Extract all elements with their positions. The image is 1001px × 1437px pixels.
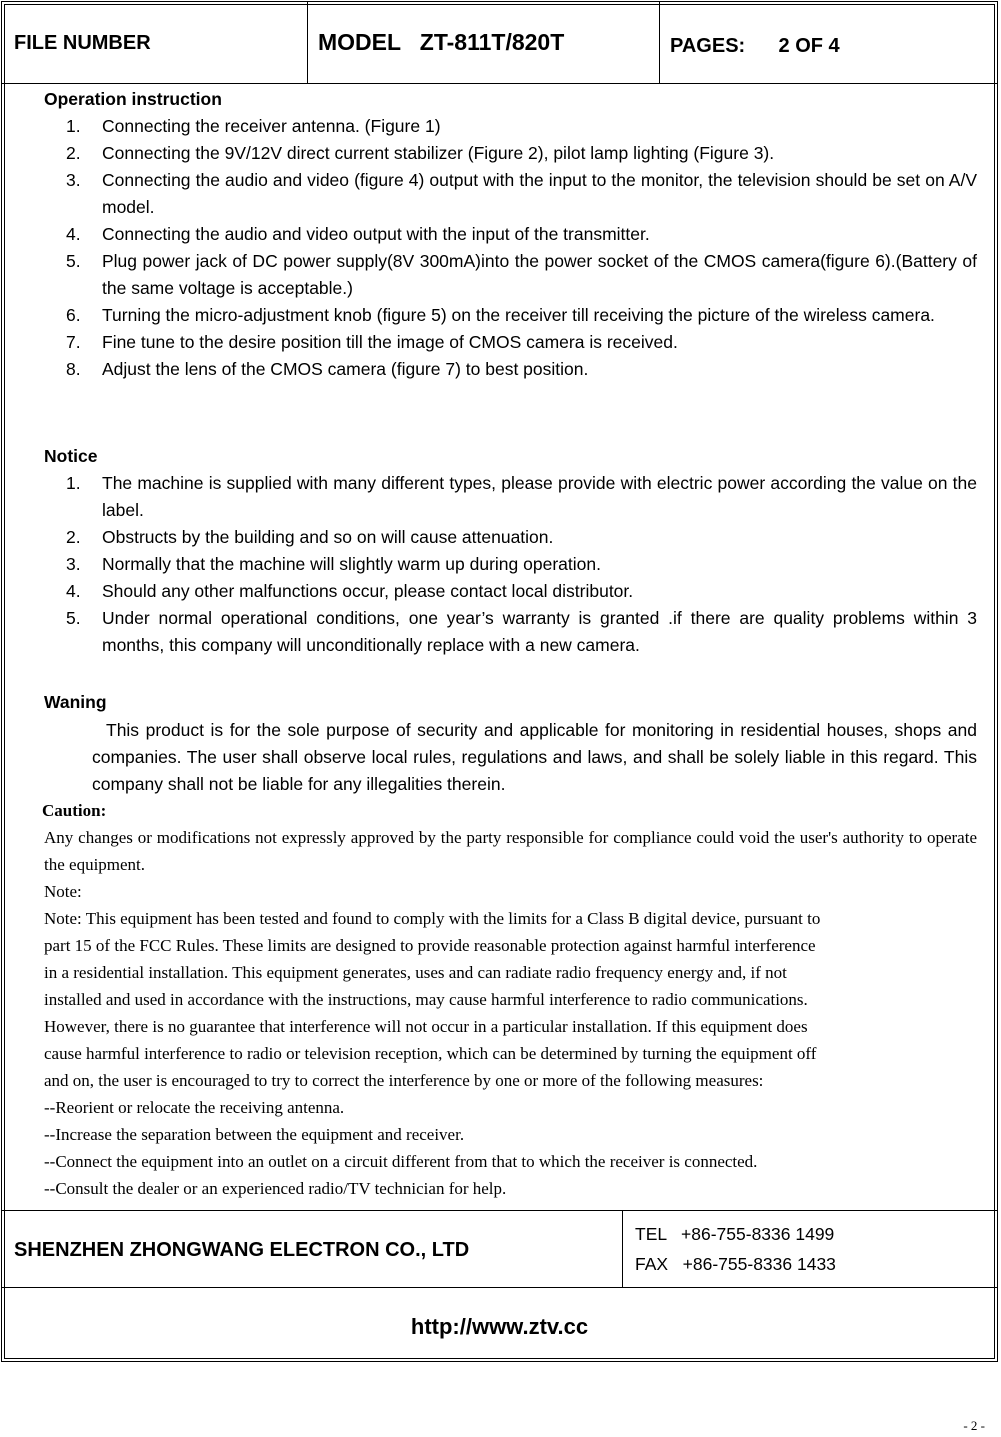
operation-item-text: Connecting the receiver antenna. (Figure 1) xyxy=(102,116,441,136)
note-line: part 15 of the FCC Rules. These limits are designed to provide reasonable protection against harmful interference xyxy=(44,936,816,955)
operation-item-number: 8. xyxy=(66,359,81,379)
notice-item xyxy=(2,551,997,578)
note-line: in a residential installation. This equipment generates, uses and can radiate radio frequency energy and, if not xyxy=(44,963,787,982)
note-line: However, there is no guarantee that interference will not occur in a particular installation. If this equipment does xyxy=(44,1017,808,1036)
notice-list xyxy=(2,470,997,659)
waning-text: This product is for the sole purpose of security and applicable for monitoring in residential houses, shops and companies. The user shall observe local rules, regulations and laws, and shall be solely liable in this regard. This company shall not be liable for any illegalities therein. xyxy=(92,720,977,794)
caution-title: Caution: xyxy=(42,801,107,820)
notice-item-number: 3. xyxy=(66,554,81,574)
notice-item-number: 2. xyxy=(66,527,81,547)
notice-title: Notice xyxy=(44,446,98,466)
operation-item-text: Connecting the audio and video output with the input of the transmitter. xyxy=(102,224,650,244)
notice-item-number: 5. xyxy=(66,608,81,628)
operation-item xyxy=(2,248,997,302)
operation-item-number: 4. xyxy=(66,224,81,244)
operation-item xyxy=(2,140,997,167)
operation-item xyxy=(2,356,997,383)
operation-item-text: Connecting the audio and video (figure 4) output with the input to the monitor, the television should be set on A/V model. xyxy=(102,170,977,217)
note-lines xyxy=(44,905,977,1202)
operation-item-number: 7. xyxy=(66,332,81,352)
page-number: - 2 - xyxy=(963,1418,985,1433)
operation-item-number: 2. xyxy=(66,143,81,163)
operation-list xyxy=(2,113,997,383)
note-label: Note: xyxy=(44,882,82,901)
operation-item xyxy=(2,113,997,140)
notice-item-number: 1. xyxy=(66,473,81,493)
operation-item-text: Turning the micro-adjustment knob (figure 5) on the receiver till receiving the picture of the wireless camera. xyxy=(102,305,935,325)
operation-item-number: 3. xyxy=(66,170,81,190)
note-line: --Consult the dealer or an experienced radio/TV technician for help. xyxy=(44,1179,507,1198)
note-line: --Increase the separation between the equipment and receiver. xyxy=(44,1125,465,1144)
operation-item-text: Fine tune to the desire position till the image of CMOS camera is received. xyxy=(102,332,678,352)
fax-number: FAX +86-755-8336 1433 xyxy=(635,1254,836,1274)
operation-item xyxy=(2,167,997,221)
note-line: Note: This equipment has been tested and found to comply with the limits for a Class B digital device, pursuant to xyxy=(44,909,821,928)
pages-label: PAGES: 2 OF 4 xyxy=(670,35,840,57)
note-line: cause harmful interference to radio or television reception, which can be determined by turning the equipment off xyxy=(44,1044,817,1063)
caution-text: Any changes or modifications not expressly approved by the party responsible for compliance could void the user's authority to operate the equipment. xyxy=(44,828,977,874)
notice-item-number: 4. xyxy=(66,581,81,601)
notice-item-text: Under normal operational conditions, one year’s warranty is granted .if there are quality problems within 3 months, this company will unconditionally replace with a new camera. xyxy=(102,608,977,655)
note-line: installed and used in accordance with the instructions, may cause harmful interference to radio communications. xyxy=(44,990,808,1009)
note-line: --Connect the equipment into an outlet on a circuit different from that to which the receiver is connected. xyxy=(44,1152,758,1171)
notice-item-text: The machine is supplied with many different types, please provide with electric power according the value on the label. xyxy=(102,473,977,520)
operation-item xyxy=(2,221,997,248)
caution-section xyxy=(44,797,977,1202)
operation-title: Operation instruction xyxy=(44,89,222,109)
operation-item xyxy=(2,302,997,329)
website-link[interactable]: http://www.ztv.cc xyxy=(410,1314,589,1339)
company-name: SHENZHEN ZHONGWANG ELECTRON CO., LTD xyxy=(14,1239,470,1261)
notice-item-text: Should any other malfunctions occur, please contact local distributor. xyxy=(102,581,634,601)
notice-item xyxy=(2,470,997,524)
operation-item-text: Adjust the lens of the CMOS camera (figure 7) to best position. xyxy=(102,359,589,379)
operation-item xyxy=(2,329,997,356)
notice-item xyxy=(2,605,997,659)
tel-number: TEL +86-755-8336 1499 xyxy=(635,1224,835,1244)
note-line: and on, the user is encouraged to try to correct the interference by one or more of the following measures: xyxy=(44,1071,764,1090)
waning-title: Waning xyxy=(44,692,107,712)
model-label: MODEL ZT-811T/820T xyxy=(318,29,565,55)
notice-item xyxy=(2,524,997,551)
operation-item-text: Plug power jack of DC power supply(8V 300mA)into the power socket of the CMOS camera(figure 6).(Battery of the same voltage is acceptable.) xyxy=(102,251,977,298)
operation-item-number: 1. xyxy=(66,116,81,136)
notice-item-text: Obstructs by the building and so on will cause attenuation. xyxy=(102,527,554,547)
notice-item-text: Normally that the machine will slightly warm up during operation. xyxy=(102,554,601,574)
document-frame xyxy=(1,1,998,1362)
operation-item-number: 6. xyxy=(66,305,81,325)
note-line: --Reorient or relocate the receiving antenna. xyxy=(44,1098,345,1117)
notice-item xyxy=(2,578,997,605)
operation-item-text: Connecting the 9V/12V direct current stabilizer (Figure 2), pilot lamp lighting (Figure 3). xyxy=(102,143,775,163)
operation-item-number: 5. xyxy=(66,251,81,271)
file-number-label: FILE NUMBER xyxy=(14,32,151,54)
